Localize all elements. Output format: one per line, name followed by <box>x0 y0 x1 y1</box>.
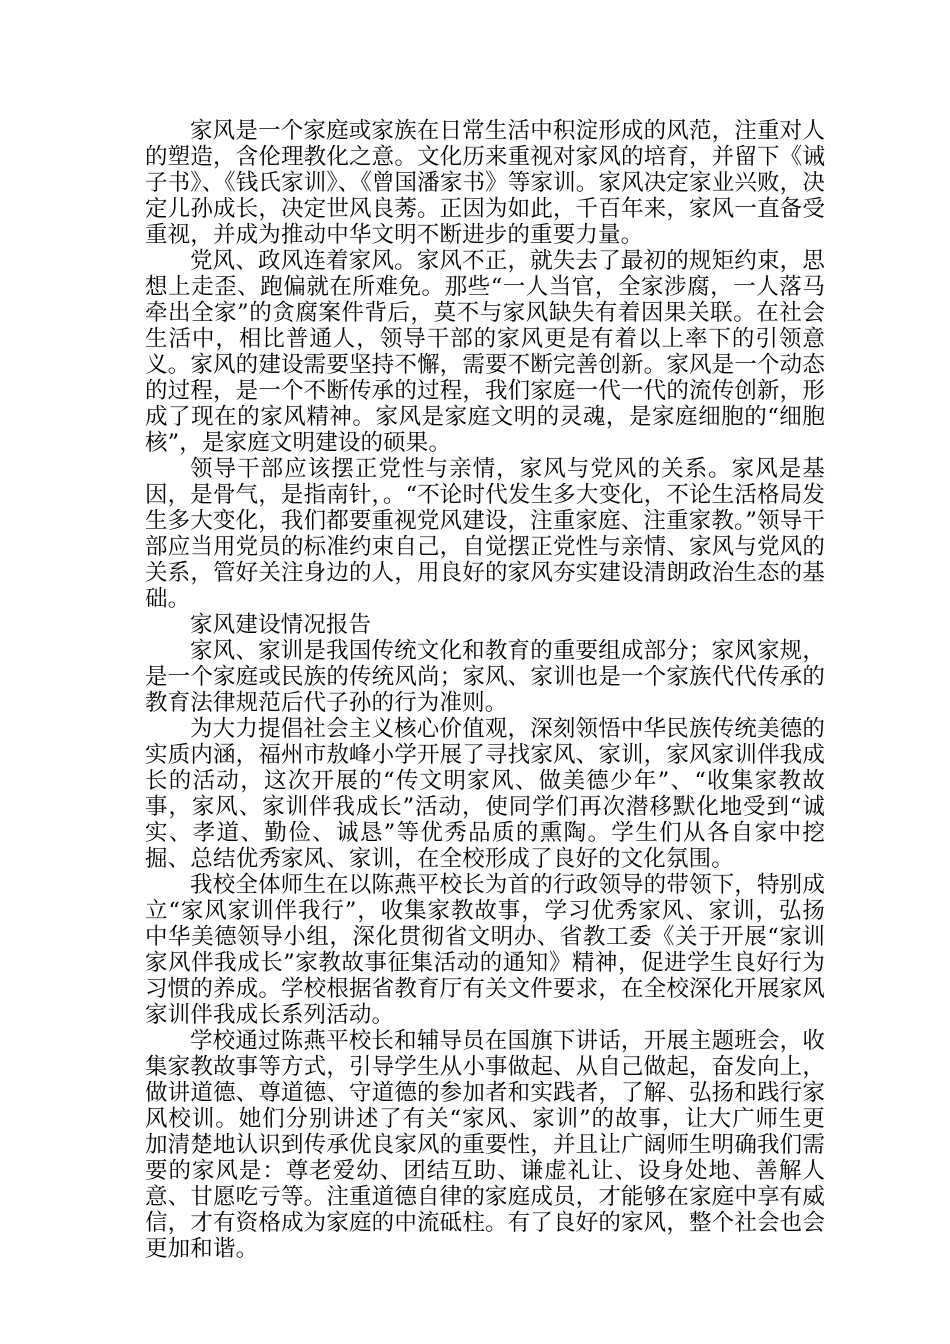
report-title: 家风建设情况报告 <box>190 612 372 638</box>
paragraph-report-methods: 学校通过陈燕平校长和辅导员在国旗下讲话，开展主题班会，收集家教故事等方式，引导学生从小事做起、从自己做起，奋发向上，做讲道德、尊道德、守道德的参加者和实践者，了解、弘扬和践行家风校训。她们分别讲述了有关“家风、家训”的故事，让大广师生更加清楚地认识到传承优良家风的重要性，并且让广阔师生明确我们需要的家风是：尊老爱幼、团结互助、谦虚礼让、设身处地、善解人意、甘愿吃亏等。注重道德自律的家庭成员，才能够在家庭中享有威信，才有资格成为家庭的中流砥柱。有了良好的家风，整个社会也会更加和谐。 <box>145 1028 825 1262</box>
paragraph-report-leadership: 我校全体师生在以陈燕平校长为首的行政领导的带领下，特别成立“家风家训伴我行”，收集家教故事，学习优秀家风、家训，弘扬中华美德领导小组，深化贯彻省文明办、省教工委《关于开展“家训家风伴我成长”家教故事征集活动的通知》精神，促进学生良好行为习惯的养成。学校根据省教育厅有关文件要求，在全校深化开展家风家训伴我成长系列活动。 <box>145 872 825 1028</box>
document-body <box>145 118 825 1262</box>
paragraph-report-activity: 为大力提倡社会主义核心价值观，深刻领悟中华民族传统美德的实质内涵，福州市敖峰小学开展了寻找家风、家训，家风家训伴我成长的活动，这次开展的“传文明家风、做美德少年”、“收集家教故事，家风、家训伴我成长”活动，使同学们再次潜移默化地受到“诚实、孝道、勤俭、诚恳”等优秀品质的熏陶。学生们从各自家中挖掘、总结优秀家风、家训，在全校形成了良好的文化氛围。 <box>145 716 825 872</box>
paragraph-leaders: 领导干部应该摆正党性与亲情，家风与党风的关系。家风是基因，是骨气，是指南针，。“不论时代发生多大变化，不论生活格局发生多大变化，我们都要重视党风建设，注重家庭、注重家教。”领导干部应当用党员的标准约束自己，自觉摆正党性与亲情、家风与党风的关系，管好关注身边的人，用良好的家风夯实建设清朗政治生态的基础。 <box>145 456 825 612</box>
paragraph-family-style-intro: 家风是一个家庭或家族在日常生活中积淀形成的风范，注重对人的塑造，含伦理教化之意。文化历来重视对家风的培育，并留下《诫子书》、《钱氏家训》、《曾国潘家书》等家训。家风决定家业兴败，决定儿孙成长，决定世风良莠。正因为如此，千百年来，家风一直备受重视，并成为推动中华文明不断进步的重要力量。 <box>145 118 825 248</box>
paragraph-party-style: 党风、政风连着家风。家风不正，就失去了最初的规矩约束，思想上走歪、跑偏就在所难免。那些“一人当官，全家涉腐，一人落马牵出全家”的贪腐案件背后，莫不与家风缺失有着因果关联。在社会生活中，相比普通人，领导干部的家风更是有着以上率下的引领意义。家风的建设需要坚持不懈，需要不断完善创新。家风是一个动态的过程，是一个不断传承的过程，我们家庭一代一代的流传创新，形成了现在的家风精神。家风是家庭文明的灵魂，是家庭细胞的“细胞核”，是家庭文明建设的硕果。 <box>145 248 825 456</box>
paragraph-report-intro: 家风、家训是我国传统文化和教育的重要组成部分；家风家规，是一个家庭或民族的传统风尚；家风、家训也是一个家族代代传承的教育法律规范后代子孙的行为准则。 <box>145 638 825 716</box>
